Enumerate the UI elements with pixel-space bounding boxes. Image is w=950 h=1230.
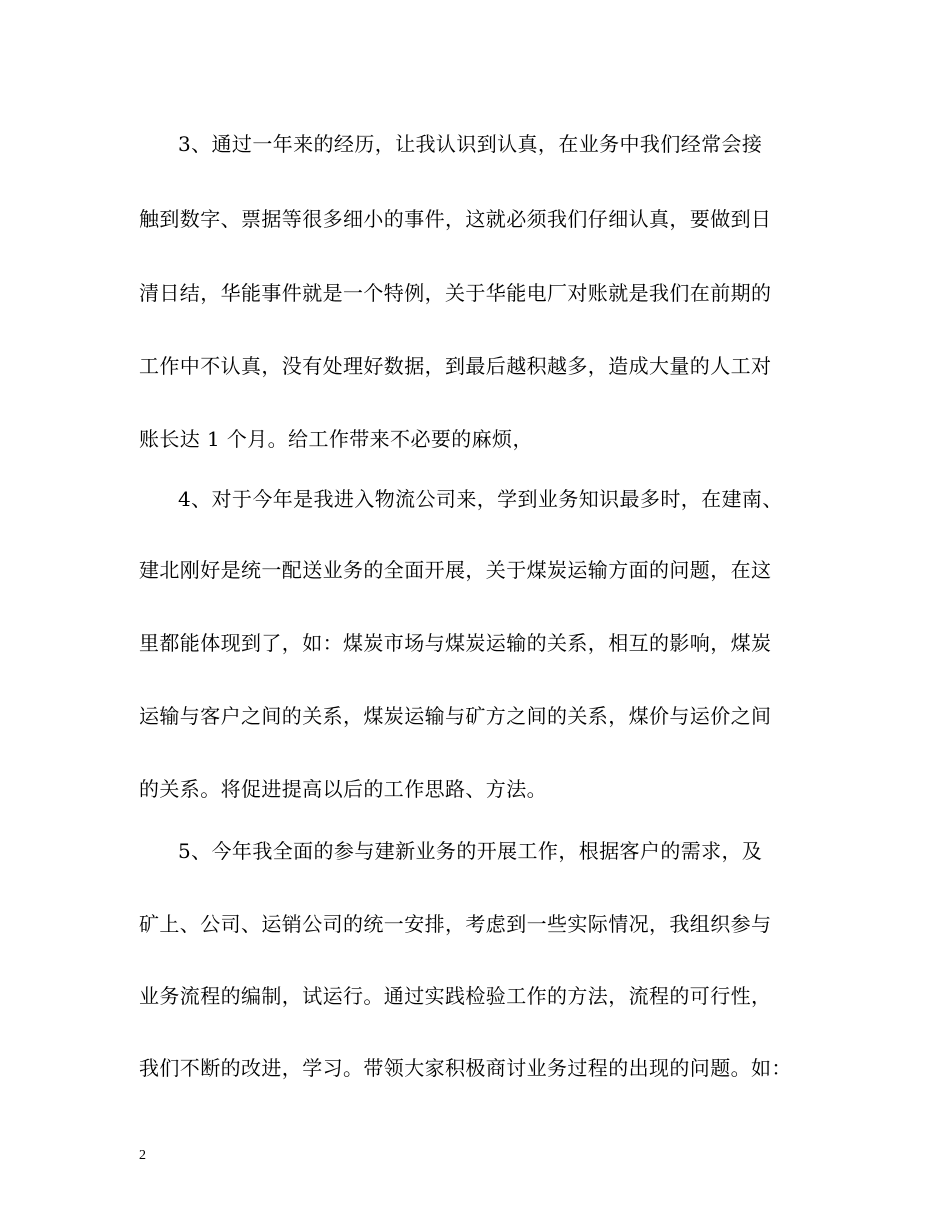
text-line: 建北刚好是统一配送业务的全面开展，关于煤炭运输方面的问题，在这: [139, 558, 772, 582]
text-line: 里都能体现到了，如：煤炭市场与煤炭运输的关系，相互的影响，煤炭: [139, 631, 772, 655]
text-line: 工作中不认真，没有处理好数据，到最后越积越多，造成大量的人工对: [139, 354, 772, 378]
text-line: 4、对于今年是我进入物流公司来，学到业务知识最多时，在建南、: [178, 487, 783, 511]
text-line: 运输与客户之间的关系，煤炭运输与矿方之间的关系，煤价与运价之间: [139, 704, 772, 728]
text-line: 触到数字、票据等很多细小的事件，这就必须我们仔细认真，要做到日: [139, 207, 772, 231]
text-line: 我们不断的改进，学习。带领大家积极商讨业务过程的出现的问题。如：: [139, 1056, 792, 1080]
text-line: 清日结，华能事件就是一个特例，关于华能电厂对账就是我们在前期的: [139, 281, 772, 305]
text-line: 的关系。将促进提高以后的工作思路、方法。: [139, 777, 547, 801]
text-line: 3、通过一年来的经历，让我认识到认真，在业务中我们经常会接: [178, 132, 763, 156]
text-line: 矿上、公司、运销公司的统一安排，考虑到一些实际情况，我组织参与: [139, 912, 772, 936]
text-line: 5、今年我全面的参与建新业务的开展工作，根据客户的需求，及: [178, 839, 763, 863]
page-number: 2: [139, 1148, 146, 1163]
text-line: 账长达 1 个月。给工作带来不必要的麻烦，: [139, 427, 533, 451]
text-line: 业务流程的编制，试运行。通过实践检验工作的方法，流程的可行性，: [139, 984, 772, 1008]
